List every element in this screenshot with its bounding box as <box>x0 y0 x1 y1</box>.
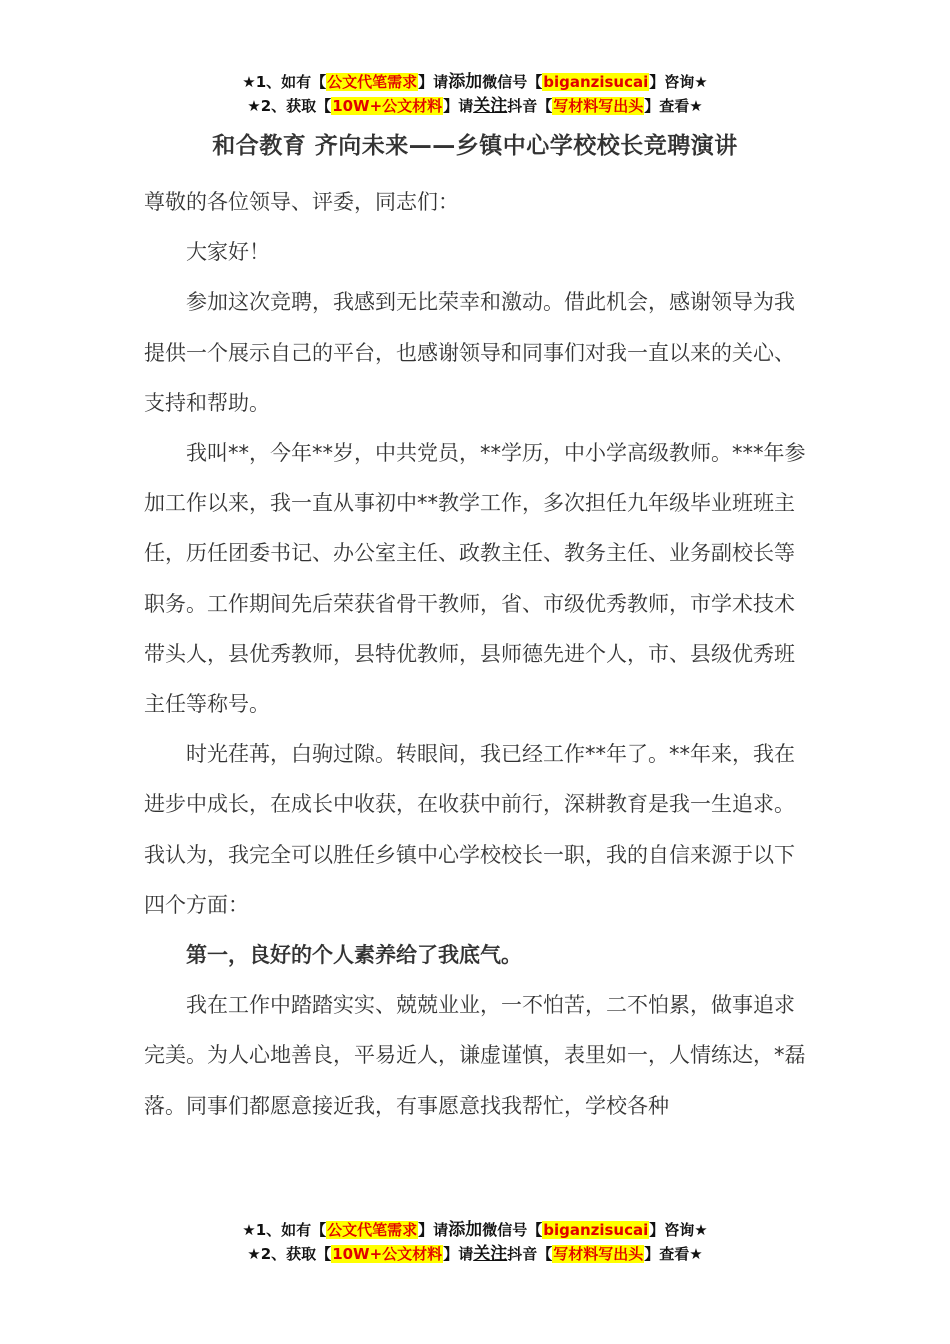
banner-text: 抖音【 <box>507 97 553 115</box>
banner-text: 】请 <box>443 1245 474 1263</box>
banner-text: 微信号【 <box>482 1221 543 1239</box>
banner-emphasis: 添加 <box>448 72 483 92</box>
banner-text: ★1、如有【 <box>242 73 327 91</box>
banner-wechat-id: biganzisucai <box>543 73 649 91</box>
banner-line-1 <box>0 1218 950 1242</box>
banner-emphasis: 添加 <box>448 1220 483 1240</box>
paragraph: 参加这次竞聘，我感到无比荣幸和激动。借此机会，感谢领导为我提供一个展示自己的平台，也感谢领导和同事们对我一直以来的关心、支持和帮助。 <box>144 290 795 415</box>
banner-text: 】请 <box>443 97 474 115</box>
banner-text: ★2、获取【 <box>247 97 332 115</box>
section-heading: 第一，良好的个人素养给了我底气。 <box>186 943 522 968</box>
banner-emphasis: 关注 <box>473 1244 508 1264</box>
banner-text: 】咨询★ <box>649 1221 708 1239</box>
banner-highlight: 公文代笔需求 <box>327 73 418 91</box>
banner-text: ★1、如有【 <box>242 1221 327 1239</box>
banner-text: 微信号【 <box>482 73 543 91</box>
banner-line-2 <box>0 94 950 118</box>
banner-text: 抖音【 <box>507 1245 553 1263</box>
banner-wechat-id: biganzisucai <box>543 1221 649 1239</box>
document-body <box>144 177 806 1131</box>
paragraph: 大家好！ <box>186 240 270 265</box>
footer-banner <box>0 1218 950 1266</box>
banner-highlight: 公文代笔需求 <box>327 1221 418 1239</box>
banner-line-1 <box>0 70 950 94</box>
banner-highlight: 10W+公文材料 <box>332 97 443 115</box>
banner-douyin-id: 写材料写出头 <box>553 97 644 115</box>
banner-text: 】查看★ <box>644 97 703 115</box>
banner-emphasis: 关注 <box>473 96 508 116</box>
banner-text: 】请 <box>418 73 449 91</box>
document-title: 和合教育 齐向未来——乡镇中心学校校长竞聘演讲 <box>212 133 738 159</box>
banner-text: 】请 <box>418 1221 449 1239</box>
banner-text: 】查看★ <box>644 1245 703 1263</box>
paragraph: 时光荏苒，白驹过隙。转眼间，我已经工作**年了。**年来，我在进步中成长，在成长中收获，在收获中前行，深耕教育是我一生追求。我认为，我完全可以胜任乡镇中心学校校长一职，我的自信来源于以下四个方面： <box>144 742 795 917</box>
paragraph: 我在工作中踏踏实实、兢兢业业，一不怕苦，二不怕累，做事追求完美。为人心地善良，平易近人，谦虚谨慎，表里如一，人情练达，*磊落。同事们都愿意接近我，有事愿意找我帮忙，学校各种 <box>144 993 806 1118</box>
banner-text: ★2、获取【 <box>247 1245 332 1263</box>
banner-douyin-id: 写材料写出头 <box>553 1245 644 1263</box>
header-banner <box>0 70 950 118</box>
banner-text: 】咨询★ <box>649 73 708 91</box>
paragraph: 我叫**，今年**岁，中共党员，**学历，中小学高级教师。***年参加工作以来，我一直从事初中**教学工作，多次担任九年级毕业班班主任，历任团委书记、办公室主任、政教主任、教务主任、业务副校长等职务。工作期间先后荣获省骨干教师，省、市级优秀教师，市学术技术带头人，县优秀教师，县特优教师，县师德先进个人，市、县级优秀班主任等称号。 <box>144 441 806 717</box>
banner-line-2 <box>0 1242 950 1266</box>
salutation: 尊敬的各位领导、评委，同志们： <box>144 190 459 214</box>
banner-highlight: 10W+公文材料 <box>332 1245 443 1263</box>
